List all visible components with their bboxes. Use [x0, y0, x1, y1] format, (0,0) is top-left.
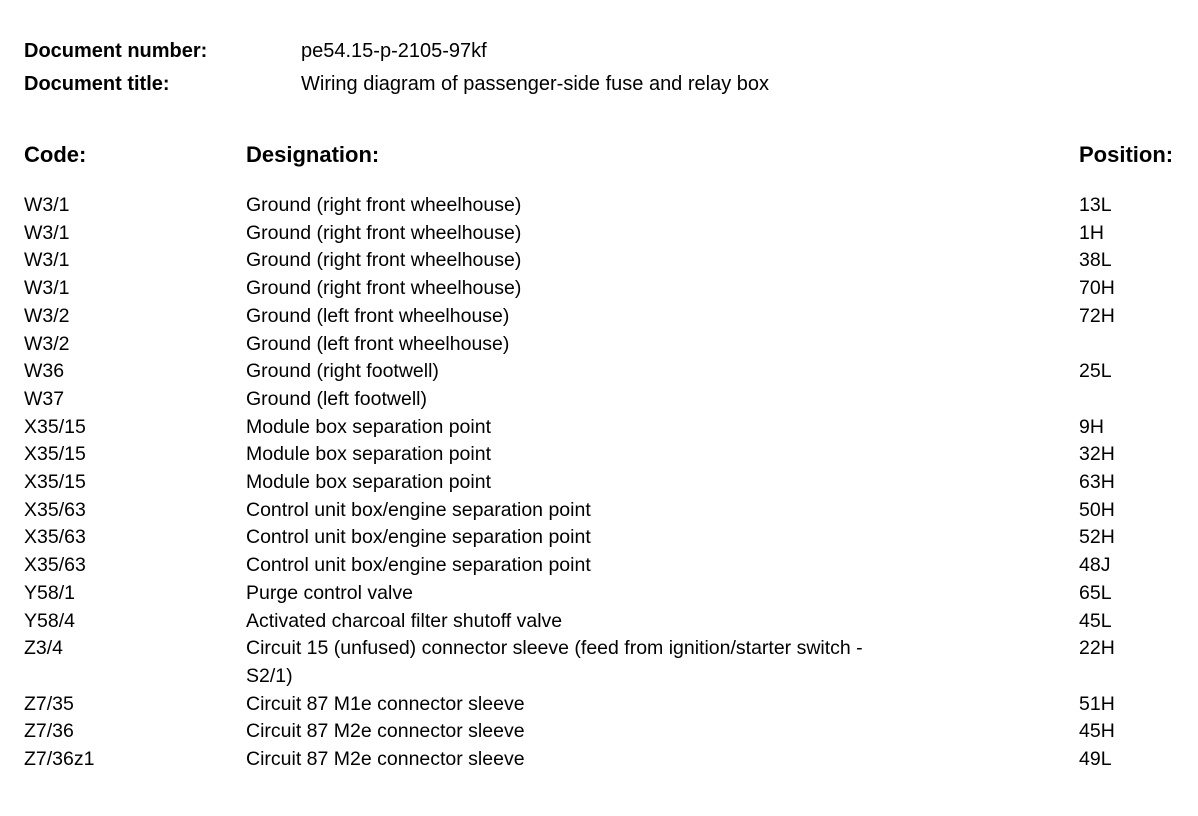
row-position: 38L — [1079, 249, 1112, 272]
row-code: W3/1 — [24, 277, 70, 300]
row-code: X35/63 — [24, 498, 86, 521]
row-code: X35/63 — [24, 526, 86, 549]
row-code: Y58/4 — [24, 609, 75, 632]
row-code: X35/15 — [24, 471, 86, 494]
column-header-code: Code: — [24, 142, 87, 167]
row-code: W3/1 — [24, 221, 70, 244]
table-row — [0, 358, 1198, 386]
document-title-value: Wiring diagram of passenger-side fuse and relay box — [301, 73, 770, 95]
row-designation: Control unit box/engine separation point — [246, 554, 591, 577]
table-row — [0, 608, 1198, 636]
row-designation: Ground (left front wheelhouse) — [246, 304, 510, 327]
row-designation: Ground (right front wheelhouse) — [246, 221, 522, 244]
row-position: 45L — [1079, 609, 1112, 632]
row-designation: Ground (left footwell) — [246, 387, 427, 410]
table-row — [0, 691, 1198, 719]
row-position: 52H — [1079, 526, 1115, 549]
row-position: 48J — [1079, 554, 1111, 577]
row-designation: Circuit 15 (unfused) connector sleeve (feed from ignition/starter switch - S2/1) — [246, 637, 863, 687]
row-code: W3/2 — [24, 332, 70, 355]
table-row — [0, 331, 1198, 359]
row-code: W3/1 — [24, 249, 70, 272]
table-row — [0, 718, 1198, 746]
table-row — [0, 275, 1198, 303]
row-designation: Module box separation point — [246, 443, 491, 466]
table-row — [0, 220, 1198, 248]
table-row — [0, 469, 1198, 497]
row-position: 9H — [1079, 415, 1104, 438]
row-position: 65L — [1079, 581, 1112, 604]
row-code: X35/15 — [24, 443, 86, 466]
row-position: 45H — [1079, 720, 1115, 743]
table-row — [0, 552, 1198, 580]
row-designation: Ground (right front wheelhouse) — [246, 277, 522, 300]
row-position: 50H — [1079, 498, 1115, 521]
table-row — [0, 441, 1198, 469]
row-designation: Circuit 87 M1e connector sleeve — [246, 692, 525, 715]
row-code: W3/1 — [24, 194, 70, 216]
row-position: 49L — [1079, 748, 1112, 771]
row-code: W36 — [24, 360, 65, 383]
row-designation: Control unit box/engine separation point — [246, 526, 591, 549]
row-designation: Module box separation point — [246, 415, 491, 438]
row-designation: Circuit 87 M2e connector sleeve — [246, 720, 525, 743]
row-code: Z7/36z1 — [24, 748, 95, 771]
table-row — [0, 386, 1198, 414]
row-position: 70H — [1079, 277, 1115, 300]
table-row — [0, 414, 1198, 442]
row-designation: Activated charcoal filter shutoff valve — [246, 609, 563, 632]
table-row — [0, 524, 1198, 552]
row-designation: Purge control valve — [246, 581, 413, 604]
row-code: X35/15 — [24, 415, 86, 438]
row-position: 1H — [1079, 221, 1104, 244]
table-row — [0, 303, 1198, 331]
row-designation: Module box separation point — [246, 471, 491, 494]
table-row — [0, 746, 1198, 774]
document-number-label: Document number: — [24, 40, 208, 62]
row-designation: Ground (right front wheelhouse) — [246, 249, 522, 272]
row-code: Z7/35 — [24, 692, 74, 715]
row-designation: Control unit box/engine separation point — [246, 498, 591, 521]
row-position: 63H — [1079, 471, 1115, 494]
table-row — [0, 580, 1198, 608]
table-row — [0, 635, 1198, 690]
row-code: X35/63 — [24, 554, 86, 577]
row-code: Z3/4 — [24, 637, 64, 660]
row-position: 72H — [1079, 304, 1115, 327]
row-code: W3/2 — [24, 304, 70, 327]
document-number-value: pe54.15-p-2105-97kf — [301, 40, 487, 62]
row-code: Y58/1 — [24, 581, 75, 604]
table-row — [0, 497, 1198, 525]
row-designation: Ground (right front wheelhouse) — [246, 194, 522, 216]
column-header-designation: Designation: — [246, 142, 380, 167]
row-position: 32H — [1079, 443, 1115, 466]
row-position: 25L — [1079, 360, 1112, 383]
row-code: W37 — [24, 387, 65, 410]
row-designation: Circuit 87 M2e connector sleeve — [246, 748, 525, 771]
row-position: 51H — [1079, 692, 1115, 715]
row-position: 13L — [1079, 194, 1112, 216]
table-row — [0, 247, 1198, 275]
table-row — [0, 192, 1198, 220]
row-position: 22H — [1079, 637, 1115, 660]
component-table — [0, 192, 1198, 774]
row-designation: Ground (right footwell) — [246, 360, 439, 383]
row-designation: Ground (left front wheelhouse) — [246, 332, 510, 355]
document-title-label: Document title: — [24, 73, 170, 95]
row-code: Z7/36 — [24, 720, 74, 743]
column-header-position: Position: — [1079, 142, 1174, 167]
